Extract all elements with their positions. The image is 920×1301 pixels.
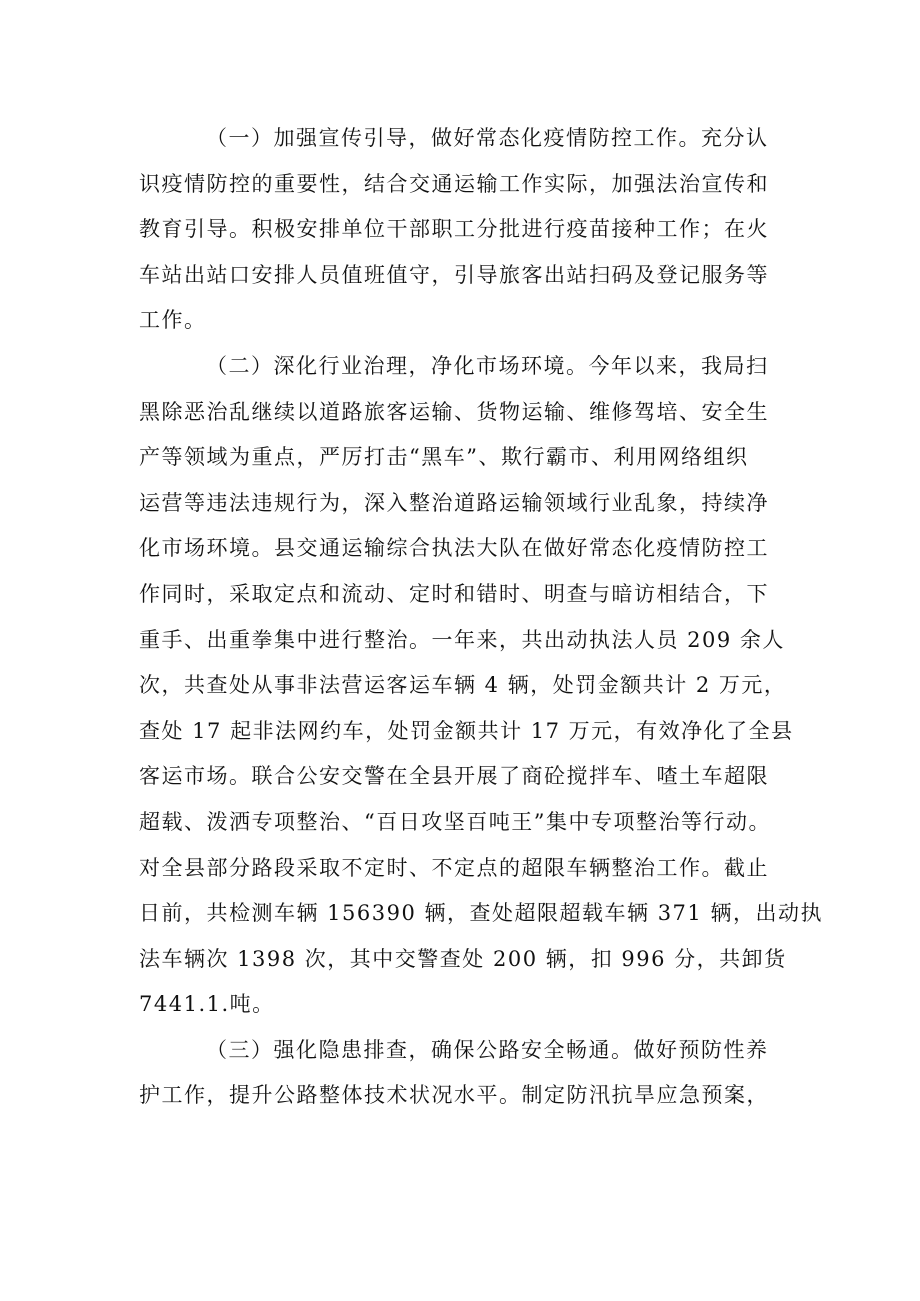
text-line: 法车辆次 1398 次，其中交警查处 200 辆，扣 996 分，共卸货 (139, 946, 787, 971)
paragraph-3 (139, 1028, 786, 1119)
text-line: 工作。 (139, 308, 207, 333)
text-line: （二）深化行业治理，净化市场环境。今年以来，我局扫 (206, 353, 769, 378)
text-line: 重手、出重拳集中进行整治。一年来，共出动执法人员 209 余人 (139, 627, 785, 652)
text-line: （三）强化隐患排查，确保公路安全畅通。做好预防性养 (206, 1037, 769, 1062)
paragraph-2 (139, 344, 823, 1028)
text-line: 产等领域为重点，严厉打击“黑车”、欺行霸市、利用网络组织 (139, 445, 749, 470)
text-line: 教育引导。积极安排单位干部职工分批进行疫苗接种工作；在火 (139, 217, 769, 242)
text-line: 7441.1.吨。 (139, 992, 275, 1017)
text-line: 客运市场。联合公安交警在全县开展了商砼搅拌车、喳土车超限 (139, 764, 769, 789)
text-line: 运营等违法违规行为，深入整治道路运输领域行业乱象，持续净 (139, 490, 769, 515)
text-line: 识疫情防控的重要性，结合交通运输工作实际，加强法治宣传和 (139, 171, 769, 196)
text-line: 查处 17 起非法网约车，处罚金额共计 17 万元，有效净化了全县 (139, 718, 794, 743)
text-line: 对全县部分路段采取不定时、不定点的超限车辆整治工作。截止 (139, 855, 769, 880)
text-line: 作同时，采取定点和流动、定时和错时、明查与暗访相结合，下 (139, 581, 769, 606)
text-line: 护工作，提升公路整体技术状况水平。制定防汛抗旱应急预案， (139, 1083, 769, 1108)
text-line: 车站出站口安排人员值班值守，引导旅客出站扫码及登记服务等 (139, 262, 769, 287)
paragraph-1 (139, 116, 786, 344)
text-line: 黑除恶治乱继续以道路旅客运输、货物运输、维修驾培、安全生 (139, 399, 769, 424)
text-line: 超载、泼洒专项整治、“百日攻坚百吨王”集中专项整治等行动。 (139, 809, 771, 834)
text-line: （一）加强宣传引导，做好常态化疫情防控工作。充分认 (206, 126, 769, 150)
text-line: 化市场环境。县交通运输综合执法大队在做好常态化疫情防控工 (139, 536, 769, 561)
text-line: 次，共查处从事非法营运客运车辆 4 辆，处罚金额共计 2 万元， (139, 673, 787, 698)
text-line: 日前，共检测车辆 156390 辆，查处超限超载车辆 371 辆，出动执 (139, 901, 823, 926)
document-page (139, 116, 823, 1119)
